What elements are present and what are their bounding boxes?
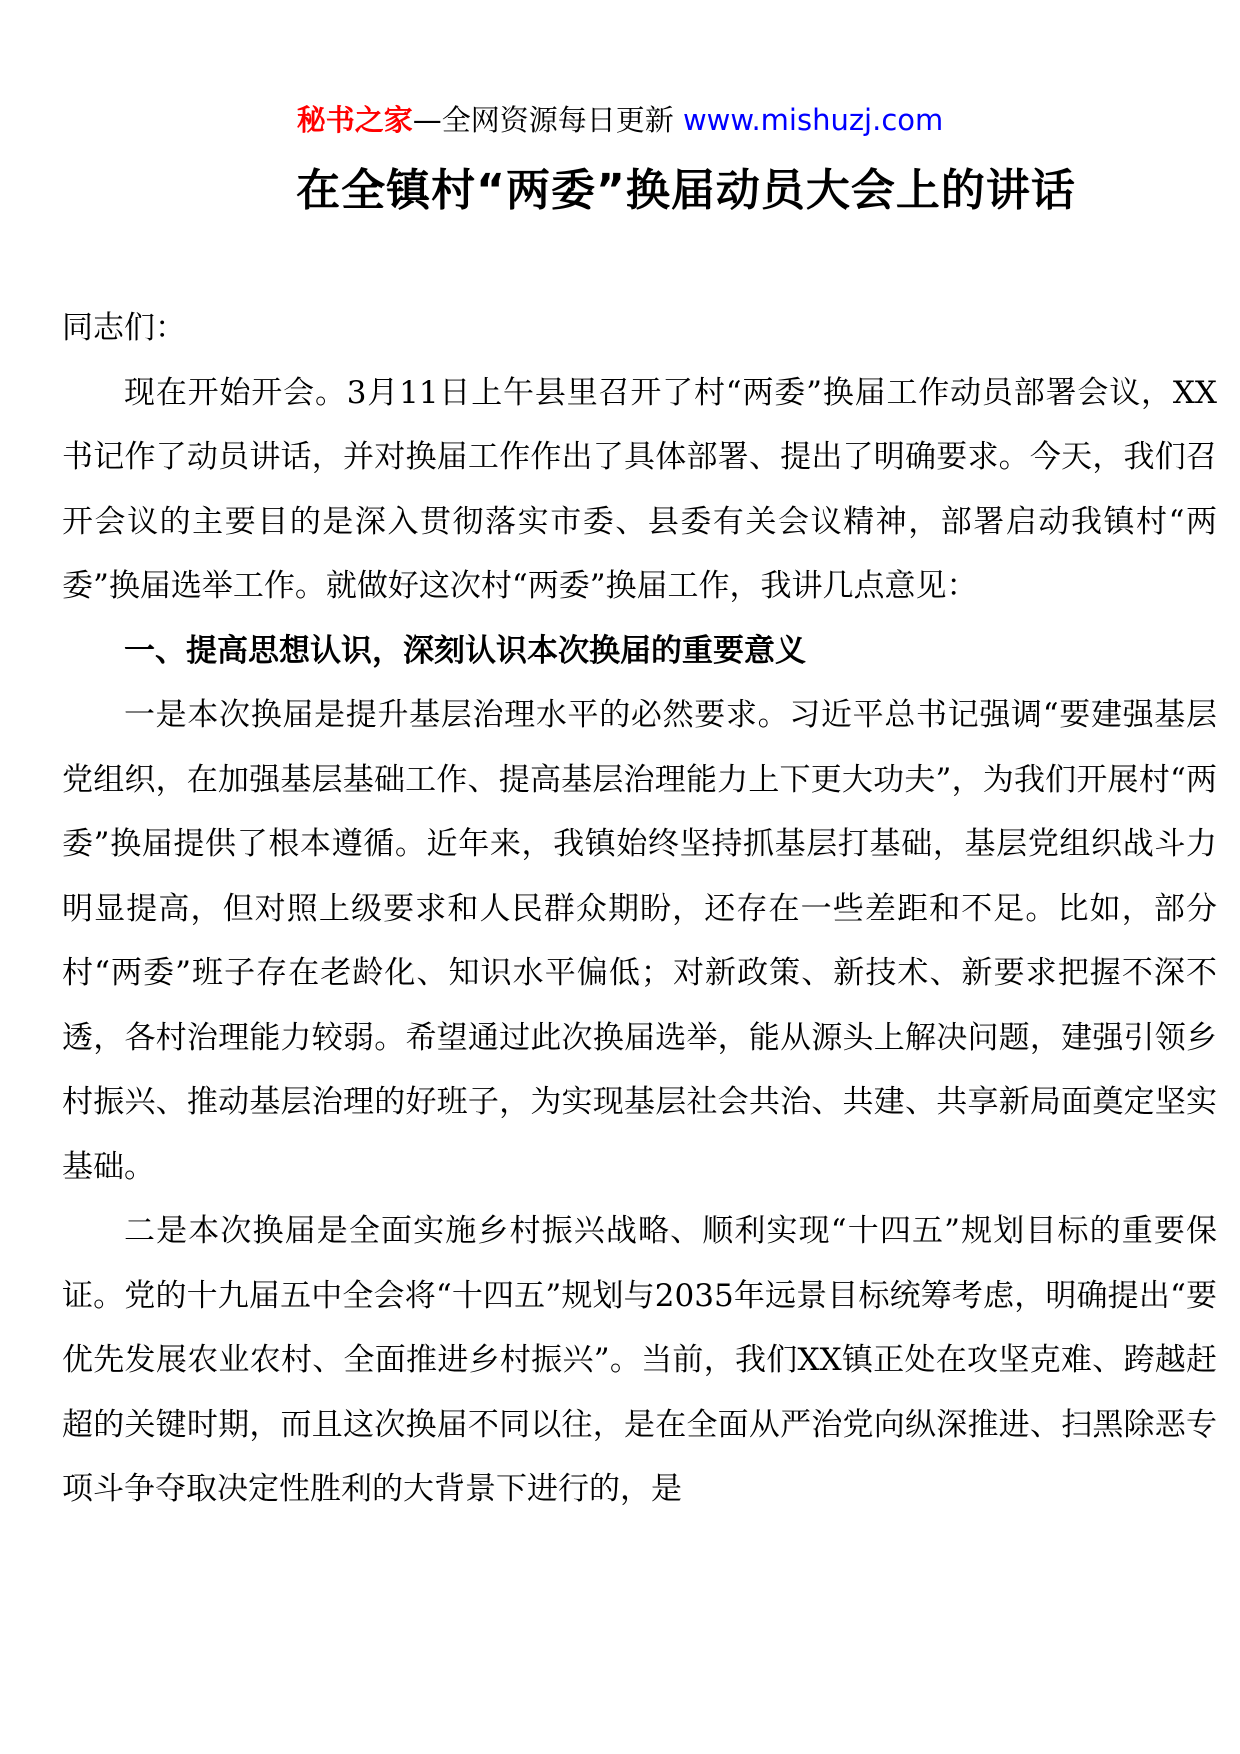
- document-title: 在全镇村“两委”换届动员大会上的讲话: [296, 165, 1076, 216]
- paragraph-intro: 现在开始开会。3月11日上午县里召开了村“两委”换届工作动员部署会议，XX书记作了动员讲话，并对换届工作作出了具体部署、提出了明确要求。今天，我们召开会议的主要目的是深入贯彻落实市委、县委有关会议精神，部署启动我镇村“两委”换届选举工作。就做好这次村“两委”换届工作，我讲几点意见：: [62, 374, 1217, 604]
- paragraph-point-1: 一是本次换届是提升基层治理水平的必然要求。习近平总书记强调“要建强基层党组织，在加强基层基础工作、提高基层治理能力上下更大功夫”，为我们开展村“两委”换届提供了根本遵循。近年来，我镇始终坚持抓基层打基础，基层党组织战斗力明显提高，但对照上级要求和人民群众期盼，还存在一些差距和不足。比如，部分村“两委”班子存在老龄化、知识水平偏低；对新政策、新技术、新要求把握不深不透，各村治理能力较弱。希望通过此次换届选举，能从源头上解决问题，建强引领乡村振兴、推动基层治理的好班子，为实现基层社会共治、共建、共享新局面奠定坚实基础。: [62, 697, 1217, 1185]
- site-url-link[interactable]: www.mishuzj.com: [682, 103, 944, 137]
- section-heading-1: 一、提高思想认识，深刻认识本次换届的重要意义: [124, 632, 806, 669]
- paragraph-point-2: 二是本次换届是全面实施乡村振兴战略、顺利实现“十四五”规划目标的重要保证。党的十九届五中全会将“十四五”规划与2035年远景目标统筹考虑，明确提出“要优先发展农业农村、全面推进乡村振兴”。当前，我们XX镇正处在攻坚克难、跨越赶超的关键时期，而且这次换届不同以往，是在全面从严治党向纵深推进、扫黑除恶专项斗争夺取决定性胜利的大背景下进行的，是: [62, 1213, 1217, 1507]
- salutation: 同志们：: [62, 310, 186, 346]
- site-header: [0, 100, 1240, 140]
- site-name: 秘书之家: [296, 103, 413, 137]
- site-slogan: —全网资源每日更新: [412, 103, 683, 137]
- document-body: [62, 296, 1217, 1522]
